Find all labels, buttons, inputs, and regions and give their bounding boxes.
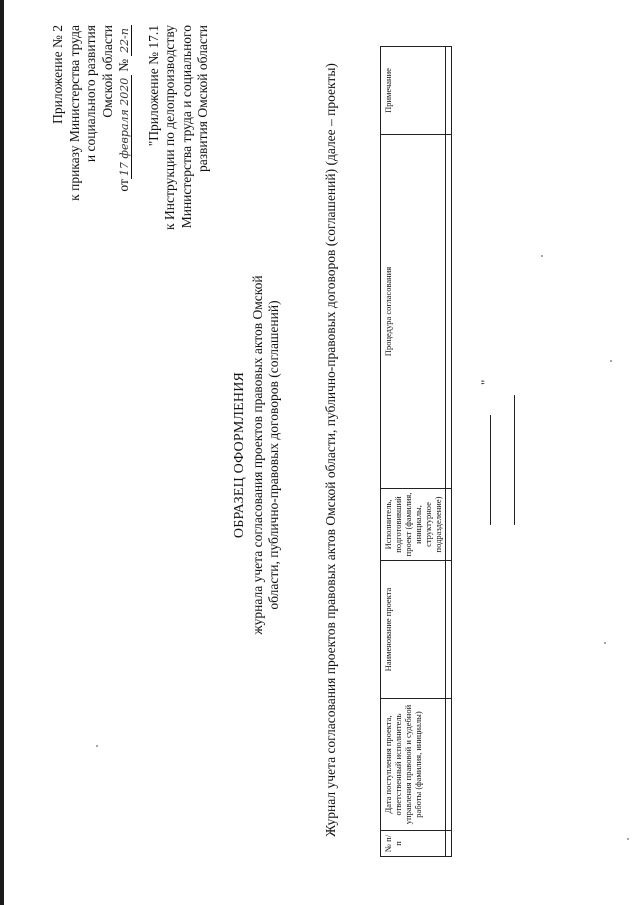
number-sign: № [116,58,131,72]
appendix-ministry: и социального развития [83,25,98,163]
appendix-order-ref: к приказу Министерства труда [66,25,82,201]
column-header-number: № п/п [381,831,446,857]
table-cell [446,561,452,699]
column-header-received-date: Дата поступления проекта, ответственный исполнитель управления правовой и судебной работы (фамилия, инициалы) [381,699,446,831]
table-cell [446,699,452,831]
sample-title: ОБРАЗЕЦ ОФОРМЛЕНИЯ [232,371,247,539]
table-cell [446,489,452,561]
table-header-row [381,47,446,857]
journal-heading: Журнал учета согласования проектов правовых актов Омской области, публично-правовых договоров (соглашений) (далее – проекты) [323,63,338,837]
appendix-block [50,25,212,265]
sample-title-block [232,205,283,705]
signature-area [470,379,540,525]
column-header-executor: Исполнитель, подготовивший проект (фамилия, инициалы, структурное подразделение) [381,489,446,561]
appendix-date-line [116,25,134,265]
handwritten-date: 17 февраля 2020 [118,75,132,179]
sample-subtitle-line1: журнала учета согласования проектов правовых актов Омской [249,275,265,635]
journal-table [380,46,452,857]
instruction-appendix-number: "Приложение № 17.1 [145,25,161,147]
instruction-region: развития Омской области [195,25,210,173]
appendix-number: Приложение № 2 [50,25,65,124]
instruction-ref: к Инструкции по делопроизводству [162,25,177,230]
appendix-region: Омской области [99,25,115,118]
table-cell [446,47,452,135]
closing-quote: " [478,379,493,385]
table-cell [446,135,452,489]
column-header-project-name: Наименование проекта [381,561,446,699]
table-cell [446,831,452,857]
date-prefix: от [116,179,131,192]
signature-line [490,415,491,525]
sample-subtitle-line2: области, публично-правовых договоров (соглашений) [266,300,281,610]
column-header-note: Примечание [381,47,446,135]
table-row [446,47,452,857]
column-header-approval-procedure: Процедура согласования [381,135,446,489]
handwritten-number: 22-п [118,25,132,56]
instruction-ministry: Министерства труда и социального [178,25,194,229]
signature-line [514,395,515,525]
